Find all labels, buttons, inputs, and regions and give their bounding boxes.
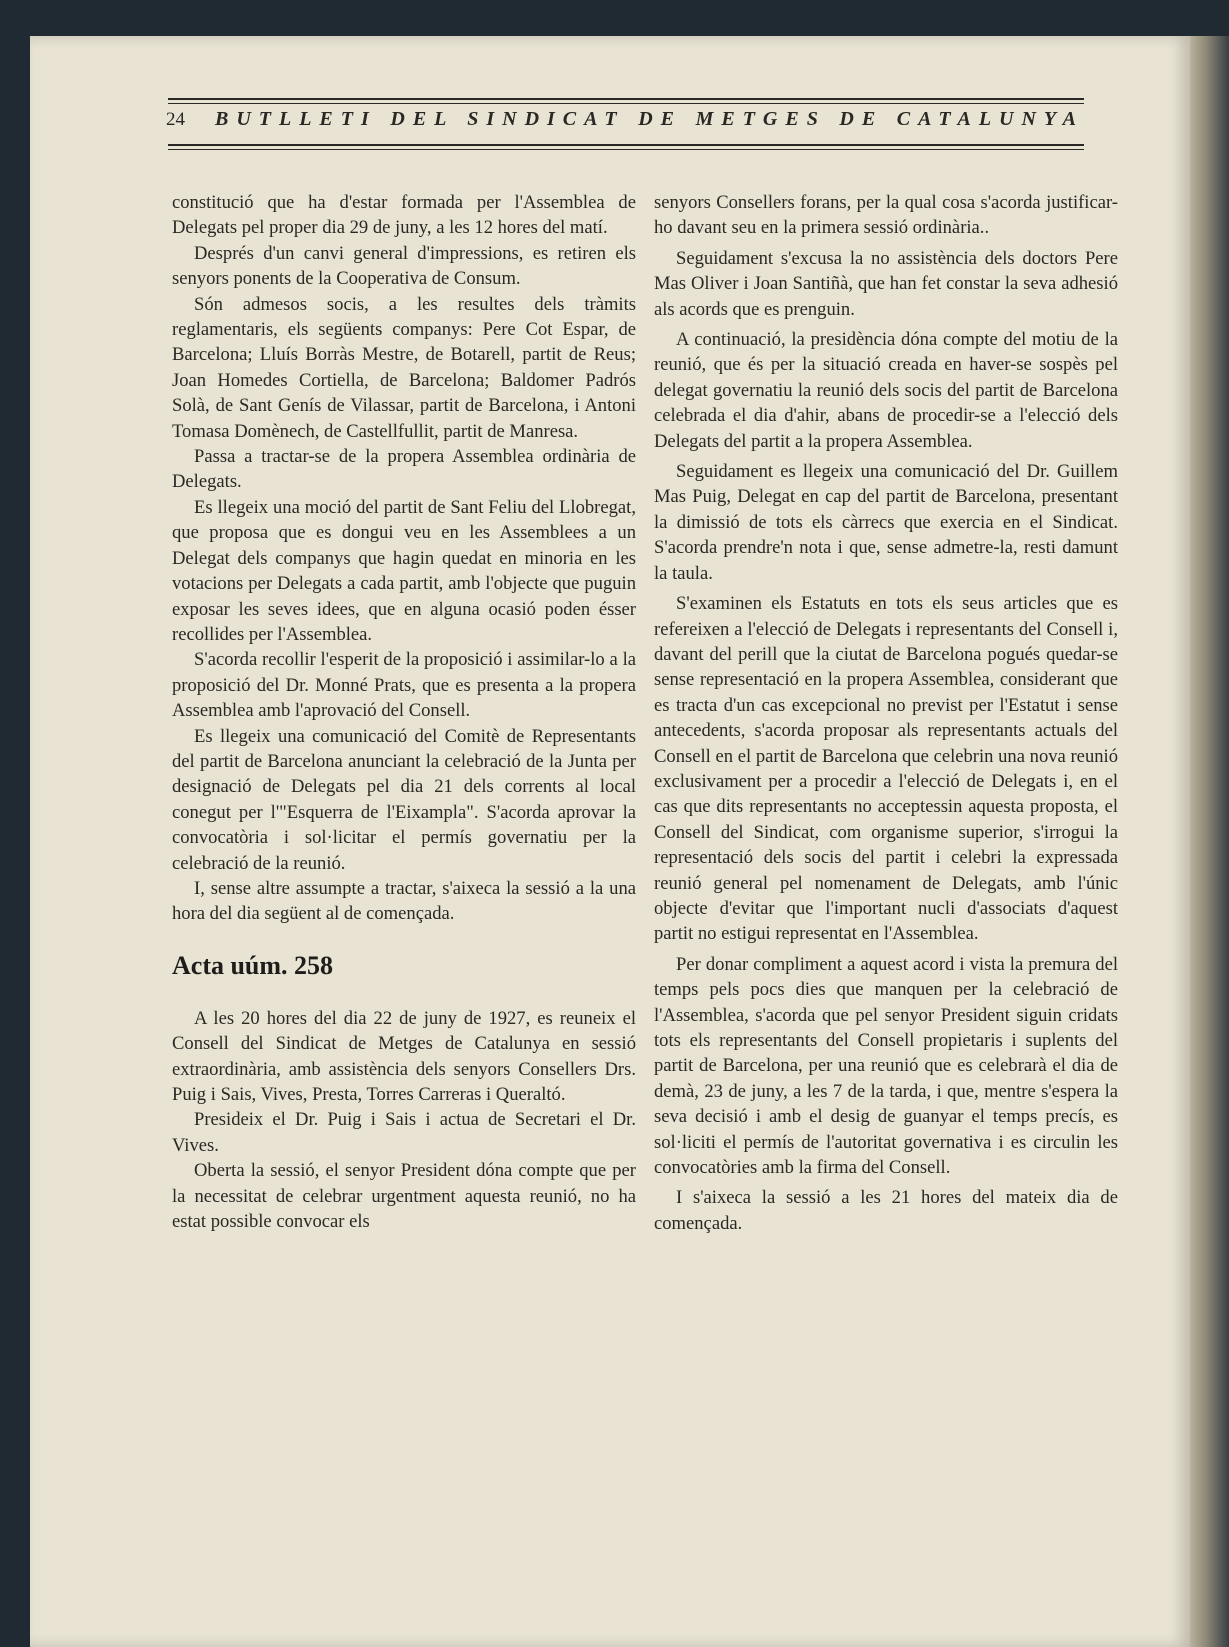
paragraph: Presideix el Dr. Puig i Sais i actua de Secretari el Dr. Vives. [172, 1109, 636, 1156]
paragraph: I s'aixeca la sessió a les 21 hores del mateix dia de començada. [654, 1187, 1118, 1234]
right-column [654, 190, 1118, 1236]
paragraph: A continuació, la presidència dóna compte del motiu de la reunió, que és per la situació creada en haver-se sospès pel delegat governatiu la reunió dels socis del partit de Barcelona celebrada el dia d'ahir, abans de procedir-se a l'elecció dels Delegats del partit a la propera Assemblea. [654, 329, 1118, 452]
paragraph: constitució que ha d'estar formada per l'Assemblea de Delegats pel proper dia 29 de juny, a les 12 hores del matí. [172, 192, 636, 239]
paragraph: senyors Consellers forans, per la qual cosa s'acorda justificar-ho davant seu en la primera sessió ordinària.. [654, 192, 1118, 239]
paragraph: S'examinen els Estatuts en tots els seus articles que es refereixen a l'elecció de Delegats i representants del Consell i, davant del perill que la ciutat de Barcelona pogués quedar-se sense representació en la propera Assemblea, considerant que es tracta d'un cas excepcional no previst per l'Estatut i sense antecedents, s'acorda proposar als representants actuals del Consell en el partit de Barcelona que celebrin una nova reunió exclusivament per a procedir a l'elecció de Delegats i, en el cas que dits representants no acceptessin aquesta proposta, el Consell del Sindicat, com organisme superior, s'irrogui la representació dels socis del partit i celebri la expressada reunió general pel nomenament de Delegats, amb l'únic objecte d'evitar que l'important nucli d'associats d'aquest partit no estigui representat en l'Assemblea. [654, 593, 1118, 945]
paragraph: Seguidament es llegeix una comunicació del Dr. Guillem Mas Puig, Delegat en cap del partit de Barcelona, presentant la dimissió de tots els càrrecs que exercia en el Sindicat. S'acorda prendre'n nota i que, sense admetre-la, resti damunt la taula. [654, 461, 1118, 584]
paragraph: Es llegeix una comunicació del Comitè de Representants del partit de Barcelona anunciant la celebració de la Junta per designació de Delegats pel dia 21 dels corrents al local conegut per l'"Esquerra de l'Eixampla". S'acorda aprovar la convocatòria i sol·licitar el permís governatiu per la celebració de la reunió. [172, 725, 636, 874]
paragraph: Seguidament s'excusa la no assistència dels doctors Pere Mas Oliver i Joan Santiñà, que han fet constar la seva adhesió als acords que es prenguin. [654, 247, 1118, 320]
paragraph: Després d'un canvi general d'impressions, es retiren els senyors ponents de la Cooperativa de Consum. [172, 242, 636, 290]
header-bottom-rule-thin [168, 149, 1084, 150]
paragraph: I, sense altre assumpte a tractar, s'aixeca la sessió a la una hora del dia següent al de començada. [172, 877, 636, 925]
section-heading: Acta uúm. 258 [172, 950, 334, 980]
paragraph: Es llegeix una moció del partit de Sant Feliu del Llobregat, que proposa que es dongui veu en les Assemblees a un Delegat dels companys que hagin quedat en minoria en les votacions per Delegats a cada partit, amb l'objecte que puguin exposar les seves idees, que en alguna ocasió poden ésser recollides per l'Assemblea. [172, 496, 636, 645]
paragraph: Per donar compliment a aquest acord i vista la premura del temps pels pocs dies que manquen per la celebració de l'Assemblea, s'acorda que pel senyor President siguin cridats tots els representants del Consell propietaris i suplents del partit de Barcelona, per una reunió que es celebrarà el dia de demà, 23 de juny, a les 7 de la tarda, i que, mentre s'espera la seva decisió i amb el desig de guanyar el temps precís, es sol·liciti el permís de l'autoritat governativa i es circulin les convocatòries amb la firma del Consell. [654, 953, 1118, 1179]
header-line [136, 108, 1084, 131]
paragraph: Són admesos socis, a les resultes dels tràmits reglamentaris, els següents companys: Pere Cot Espar, de Barcelona; Lluís Borràs Mestre, de Botarell, partit de Reus; Joan Homedes Cortiella, de Barcelona; Baldomer Padrós Solà, de Sant Genís de Vilassar, partit de Barcelona, i Antoni Tomasa Domènech, de Castellfullit, partit de Manresa. [172, 293, 636, 442]
paragraph: Oberta la sessió, el senyor President dóna compte que per la necessitat de celebrar urgentment aquesta reunió, no ha estat possible convocar els [172, 1160, 636, 1233]
journal-title: BUTLLETI DEL SINDICAT DE METGES DE CATALUNYA [215, 108, 1084, 130]
left-column [172, 190, 636, 1234]
header-bottom-rule [168, 144, 1084, 146]
running-header [136, 68, 1084, 158]
header-top-rule-thin [168, 103, 1084, 104]
paragraph: A les 20 hores del dia 22 de juny de 1927, es reuneix el Consell del Sindicat de Metges de Catalunya en sessió extraordinària, amb assistència dels senyors Consellers Drs. Puig i Sais, Vives, Presta, Torres Carreras i Queraltó. [172, 1007, 636, 1105]
paragraph: Passa a tractar-se de la propera Assemblea ordinària de Delegats. [172, 446, 636, 493]
header-top-rule [168, 98, 1084, 100]
page-number: 24 [166, 109, 185, 130]
paragraph: S'acorda recollir l'esperit de la proposició i assimilar-lo a la proposició del Dr. Monné Prats, que es presenta a la propera Assemblea amb l'aprovació del Consell. [172, 649, 636, 722]
book-spine [1190, 36, 1229, 1647]
